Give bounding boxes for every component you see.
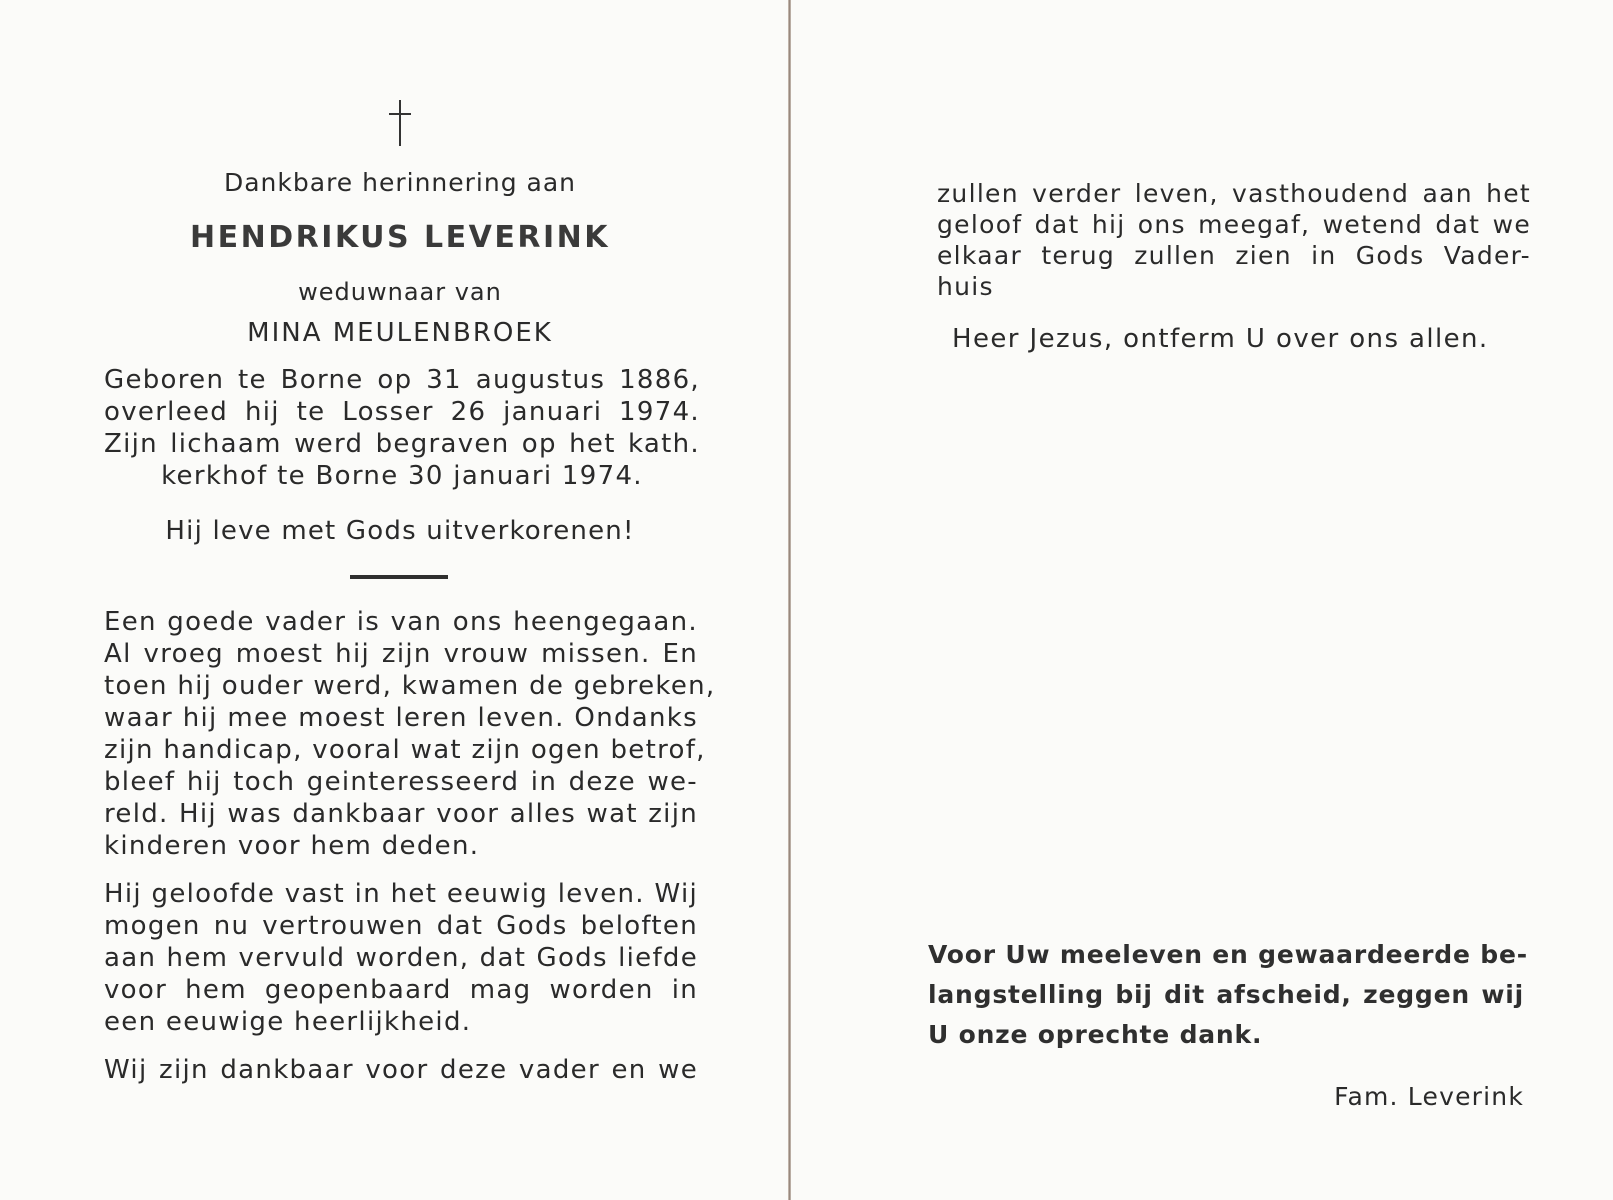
life-line: kerkhof te Borne 30 januari 1974.: [161, 461, 643, 491]
paragraph-line: mogen nu vertrouwen dat Gods beloften: [104, 911, 698, 941]
paragraph-line: Al vroeg moest hij zijn vrouw missen. En: [104, 639, 698, 669]
continuation-line: geloof dat hij ons meegaf, wetend dat we: [937, 210, 1531, 239]
blessing-text: Hij leve met Gods uitverkorenen!: [165, 516, 635, 546]
left-panel: [0, 0, 790, 1200]
life-line: Zijn lichaam werd begraven op het kath.: [104, 429, 700, 459]
paragraph-line: reld. Hij was dankbaar voor alles wat zijn: [104, 799, 698, 829]
thanks-line: Voor Uw meeleven en gewaardeerde be-: [928, 940, 1528, 969]
paragraph-line: kinderen voor hem deden.: [104, 831, 480, 861]
paragraph-line: Wij zijn dankbaar voor deze vader en we: [104, 1055, 698, 1085]
paragraph-line: Hij geloofde vast in het eeuwig leven. Wij: [104, 879, 698, 909]
continuation-line: zullen verder leven, vasthoudend aan het: [937, 179, 1531, 208]
intro-text: Dankbare herinnering aan: [223, 168, 577, 197]
paragraph-line: zijn handicap, vooral wat zijn ogen betrof,: [104, 735, 706, 765]
life-line: overleed hij te Losser 26 januari 1974.: [104, 397, 700, 427]
divider: [350, 575, 448, 579]
thanks-line: langstelling bij dit afscheid, zeggen wij: [928, 980, 1524, 1009]
paragraph-line: toen hij ouder werd, kwamen de gebreken,: [104, 671, 716, 701]
thanks-line: U onze oprechte dank.: [928, 1020, 1263, 1049]
widow-label: weduwnaar van: [298, 278, 502, 306]
fold-line: [788, 0, 791, 1200]
deceased-name: HENDRIKUS LEVERINK: [190, 220, 610, 255]
paragraph-line: waar hij mee moest leren leven. Ondanks: [104, 703, 698, 733]
cross-icon: [385, 100, 415, 148]
paragraph-line: een eeuwige heerlijkheid.: [104, 1007, 472, 1037]
spouse-name: MINA MEULENBROEK: [247, 318, 553, 348]
life-line: Geboren te Borne op 31 augustus 1886,: [104, 365, 700, 395]
paragraph-line: Een goede vader is van ons heengegaan.: [104, 607, 698, 637]
family-signature: Fam. Leverink: [1334, 1082, 1524, 1111]
paragraph-line: aan hem vervuld worden, dat Gods liefde: [104, 943, 698, 973]
prayer-text: Heer Jezus, ontferm U over ons allen.: [952, 324, 1489, 354]
paragraph-line: voor hem geopenbaard mag worden in: [104, 975, 698, 1005]
continuation-line: elkaar terug zullen zien in Gods Vader-: [937, 241, 1531, 270]
continuation-line: huis: [937, 272, 994, 301]
paragraph-line: bleef hij toch geinteresseerd in deze we-: [104, 767, 698, 797]
